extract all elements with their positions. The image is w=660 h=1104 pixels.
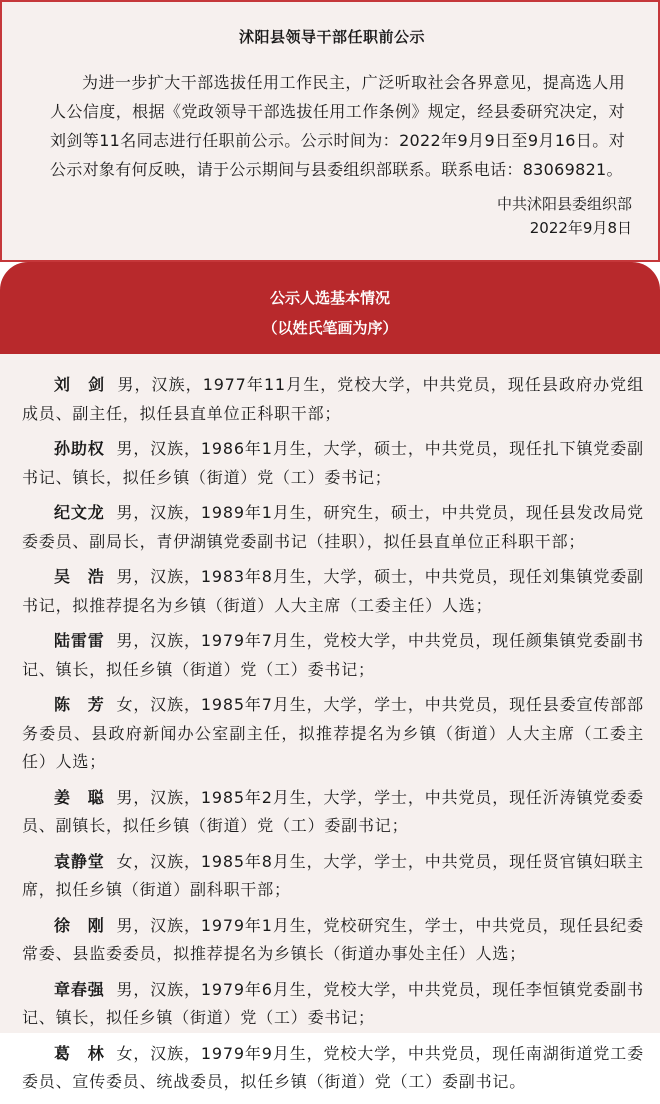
candidate-item: [22, 976, 644, 1033]
candidate-list: [22, 371, 644, 1104]
candidate-item: [22, 563, 644, 620]
candidate-item: [22, 627, 644, 684]
candidate-description: 男，汉族，1985年2月生，大学，学士，中共党员，现任沂涛镇党委委员、副镇长，拟任乡镇（街道）党（工）委副书记；: [22, 787, 644, 835]
candidate-name: 吴 浩: [54, 567, 105, 586]
candidate-description: 女，汉族，1985年8月生，大学，学士，中共党员，现任贤官镇妇联主席，拟任乡镇（街道）副科职干部；: [22, 851, 644, 899]
candidate-item: [22, 848, 644, 905]
candidate-item: [22, 691, 644, 777]
candidate-item: [22, 1040, 644, 1097]
notice-title: 沭阳县领导干部任职前公示: [238, 28, 425, 46]
candidate-item: [22, 912, 644, 969]
candidate-item: [22, 435, 644, 492]
candidate-description: 男，汉族，1979年6月生，党校大学，中共党员，现任李恒镇党委副书记、镇长，拟任乡镇（街道）党（工）委书记；: [22, 979, 644, 1027]
candidate-item: [22, 499, 644, 556]
candidate-list-area: [0, 354, 660, 1091]
candidate-name: 孙助权: [54, 439, 105, 458]
candidate-description: 男，汉族，1983年8月生，大学，硕士，中共党员，现任刘集镇党委副书记，拟推荐提名为乡镇（街道）人大主席（工委主任）人选；: [22, 567, 644, 615]
candidate-description: 男，汉族，1977年11月生，党校大学，中共党员，现任县政府办党组成员、副主任，拟任县直单位正科职干部；: [22, 375, 644, 423]
candidate-name: 葛 林: [54, 1043, 105, 1063]
candidate-description: 女，汉族，1979年9月生，党校大学，中共党员，现任南湖街道党工委委员、宣传委员、统战委员，拟任乡镇（街道）党（工）委副书记。: [22, 1043, 644, 1091]
signature-date: 2022年9月8日: [529, 219, 632, 237]
candidate-name: 刘 剑: [54, 375, 106, 394]
candidate-name: 袁静堂: [54, 851, 105, 871]
section-banner: [0, 262, 660, 354]
candidate-description: 男，汉族，1989年1月生，研究生，硕士，中共党员，现任县发改局党委委员、副局长，青伊湖镇党委副书记（挂职），拟任县直单位正科职干部；: [22, 503, 644, 551]
notice-signature: [497, 192, 632, 240]
candidate-name: 徐 刚: [54, 915, 105, 935]
notice-box: [0, 0, 660, 262]
candidate-item: [22, 371, 644, 428]
candidate-name: 纪文龙: [54, 503, 105, 522]
candidate-name: 姜 聪: [54, 787, 105, 807]
candidate-name: 陈 芳: [54, 695, 105, 714]
candidate-description: 男，汉族，1979年7月生，党校大学，中共党员，现任颜集镇党委副书记、镇长，拟任乡镇（街道）党（工）委书记；: [22, 631, 644, 679]
signature-org: 中共沭阳县委组织部: [496, 195, 632, 213]
banner-title: 公示人选基本情况: [269, 289, 390, 307]
candidate-description: 男，汉族，1979年1月生，党校研究生，学士，中共党员，现任县纪委常委、县监委委员，拟推荐提名为乡镇长（街道办事处主任）人选；: [22, 915, 644, 963]
candidate-description: 女，汉族，1985年7月生，大学，学士，中共党员，现任县委宣传部部务委员、县政府新闻办公室副主任，拟推荐提名为乡镇（街道）人大主席（工委主任）人选；: [22, 695, 644, 771]
banner-subtitle: （以姓氏笔画为序）: [262, 319, 398, 337]
candidate-description: 男，汉族，1986年1月生，大学，硕士，中共党员，现任扎下镇党委副书记、镇长，拟任乡镇（街道）党（工）委书记；: [22, 439, 644, 487]
candidate-name: 章春强: [54, 979, 105, 999]
candidate-name: 陆雷雷: [54, 631, 105, 650]
notice-body: 为进一步扩大干部选拔任用工作民主，广泛听取社会各界意见，提高选人用人公信度，根据《党政领导干部选拔任用工作条例》规定，经县委研究决定，对刘剑等11名同志进行任职前公示。公示时间为：2022年9月9日至9月16日。对公示对象有何反映，请于公示期间与县委组织部联系。联系电话：83069821。: [50, 73, 625, 179]
candidate-item: [22, 784, 644, 841]
